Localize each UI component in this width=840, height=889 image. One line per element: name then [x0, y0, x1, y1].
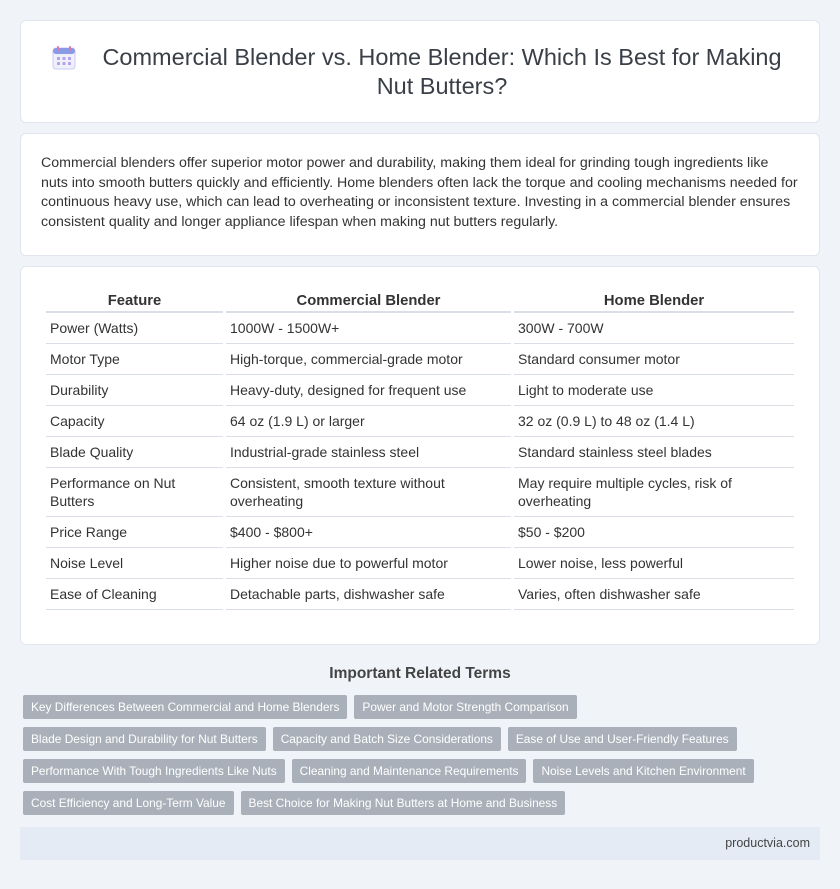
- header-commercial: Commercial Blender: [226, 289, 511, 313]
- cell-feature: Power (Watts): [46, 313, 223, 344]
- table-row: [46, 579, 794, 610]
- table-row: [46, 375, 794, 406]
- cell-commercial: $400 - $800+: [226, 517, 511, 548]
- header-home: Home Blender: [514, 289, 794, 313]
- cell-feature: Durability: [46, 375, 223, 406]
- table-row: [46, 517, 794, 548]
- cell-home: Light to moderate use: [514, 375, 794, 406]
- cell-feature: Noise Level: [46, 548, 223, 579]
- related-term-tag[interactable]: Performance With Tough Ingredients Like Nuts: [23, 759, 285, 783]
- cell-home: 32 oz (0.9 L) to 48 oz (1.4 L): [514, 406, 794, 437]
- related-terms-title: Important Related Terms: [329, 665, 511, 682]
- cell-feature: Ease of Cleaning: [46, 579, 223, 610]
- title-card: [20, 20, 820, 123]
- cell-feature: Capacity: [46, 406, 223, 437]
- cell-home: Standard stainless steel blades: [514, 437, 794, 468]
- title-row: [51, 43, 789, 101]
- comparison-table: [43, 289, 797, 610]
- intro-text: Commercial blenders offer superior motor power and durability, making them ideal for grinding tough ingredients like nuts into smooth butters quickly and efficiently. Home blenders often lack the torque and cooling mechanisms needed for continuous heavy use, which can lead to overheating or inconsistent texture. Investing in a commercial blender ensures consistent quality and longer appliance lifespan when making nut butters regularly.: [41, 155, 798, 230]
- table-header-row: [46, 289, 794, 313]
- footer-site-link[interactable]: productvia.com: [725, 836, 810, 850]
- related-term-tag[interactable]: Cost Efficiency and Long-Term Value: [23, 791, 234, 815]
- related-term-tag[interactable]: Blade Design and Durability for Nut Butters: [23, 727, 266, 751]
- cell-commercial: Consistent, smooth texture without overheating: [226, 468, 511, 517]
- related-terms-list: [20, 695, 820, 823]
- related-term-tag[interactable]: Best Choice for Making Nut Butters at Home and Business: [241, 791, 566, 815]
- cell-feature: Blade Quality: [46, 437, 223, 468]
- cell-feature: Motor Type: [46, 344, 223, 375]
- footer: [20, 827, 820, 860]
- table-row: [46, 313, 794, 344]
- table-row: [46, 406, 794, 437]
- comparison-card: [20, 266, 820, 645]
- table-row: [46, 437, 794, 468]
- cell-home: Lower noise, less powerful: [514, 548, 794, 579]
- cell-feature: Price Range: [46, 517, 223, 548]
- related-term-tag[interactable]: Key Differences Between Commercial and Home Blenders: [23, 695, 347, 719]
- cell-commercial: 1000W - 1500W+: [226, 313, 511, 344]
- cell-commercial: Heavy-duty, designed for frequent use: [226, 375, 511, 406]
- cell-home: Standard consumer motor: [514, 344, 794, 375]
- table-row: [46, 548, 794, 579]
- intro-card: [20, 133, 820, 256]
- table-row: [46, 468, 794, 517]
- cell-commercial: Detachable parts, dishwasher safe: [226, 579, 511, 610]
- cell-commercial: 64 oz (1.9 L) or larger: [226, 406, 511, 437]
- cell-home: May require multiple cycles, risk of overheating: [514, 468, 794, 517]
- related-term-tag[interactable]: Cleaning and Maintenance Requirements: [292, 759, 527, 783]
- cell-commercial: Industrial-grade stainless steel: [226, 437, 511, 468]
- related-term-tag[interactable]: Ease of Use and User-Friendly Features: [508, 727, 737, 751]
- calendar-icon: [51, 45, 77, 71]
- page-title: Commercial Blender vs. Home Blender: Which Is Best for Making Nut Butters?: [102, 43, 782, 99]
- table-row: [46, 344, 794, 375]
- related-term-tag[interactable]: Power and Motor Strength Comparison: [354, 695, 576, 719]
- cell-feature: Performance on Nut Butters: [46, 468, 223, 517]
- cell-home: 300W - 700W: [514, 313, 794, 344]
- header-feature: Feature: [46, 289, 223, 313]
- related-term-tag[interactable]: Capacity and Batch Size Considerations: [273, 727, 501, 751]
- related-term-tag[interactable]: Noise Levels and Kitchen Environment: [533, 759, 753, 783]
- cell-home: Varies, often dishwasher safe: [514, 579, 794, 610]
- cell-commercial: High-torque, commercial-grade motor: [226, 344, 511, 375]
- cell-home: $50 - $200: [514, 517, 794, 548]
- cell-commercial: Higher noise due to powerful motor: [226, 548, 511, 579]
